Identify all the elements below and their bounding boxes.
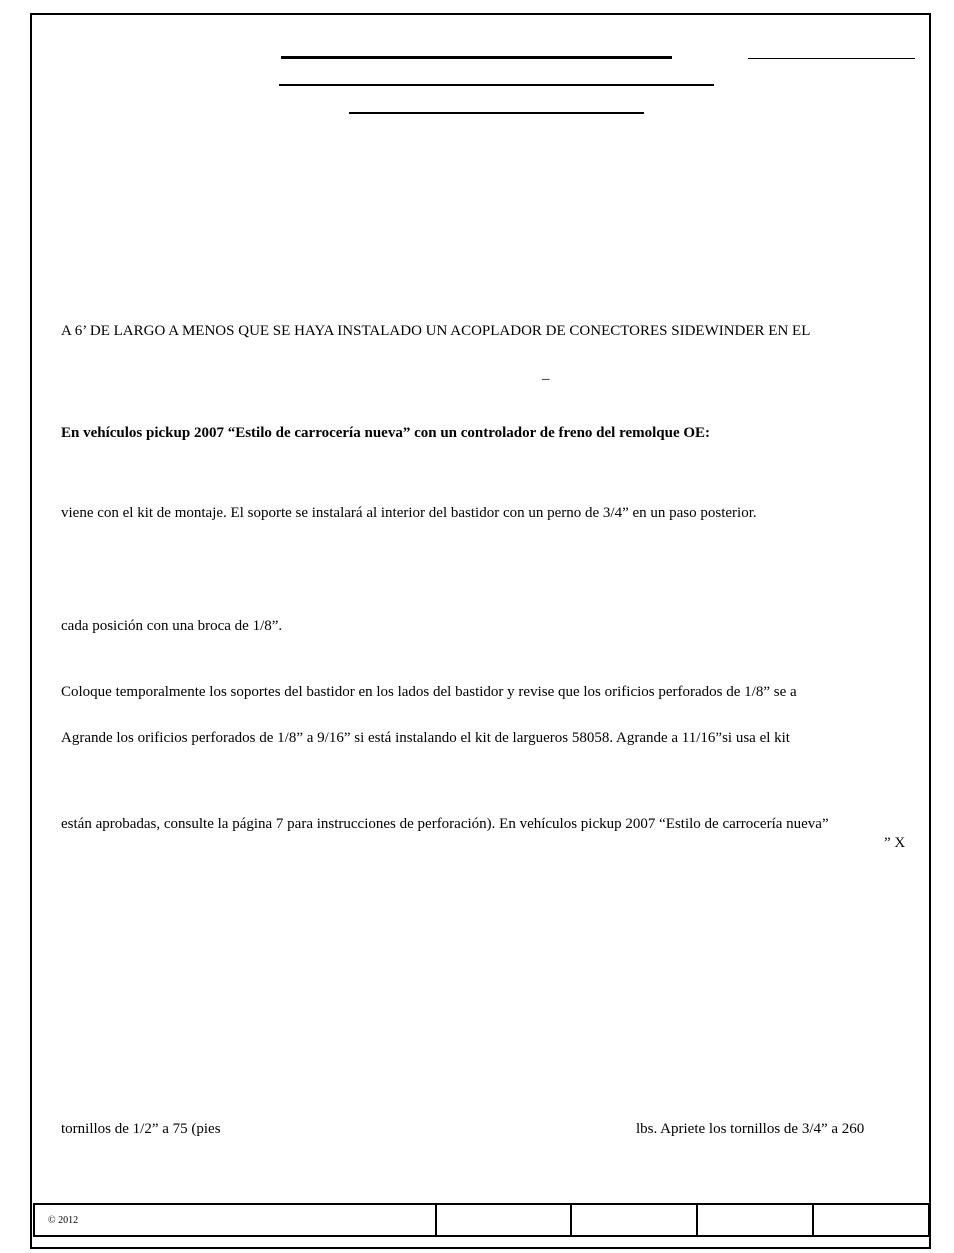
body-line-9: tornillos de 1/2” a 75 (pies	[61, 1121, 221, 1137]
footer-cell-3	[698, 1205, 814, 1235]
title-rule-1	[281, 56, 672, 59]
footer-cell-2	[572, 1205, 698, 1235]
footer-cell-4	[814, 1205, 928, 1235]
footer-cell-1	[437, 1205, 572, 1235]
part-number-rule	[748, 58, 915, 59]
title-rule-3	[349, 112, 644, 114]
body-line-5: Coloque temporalmente los soportes del bastidor en los lados del bastidor y revise que los orificios perforados de 1/8” se a	[61, 684, 797, 700]
body-line-dash: –	[542, 371, 550, 387]
body-line-6: Agrande los orificios perforados de 1/8” a 9/16” si está instalando el kit de largueros 58058. Agrande a 11/16”si usa el kit	[61, 730, 790, 746]
footer-table	[33, 1203, 930, 1237]
body-line-8: ” X	[884, 835, 906, 851]
body-line-10: lbs. Apriete los tornillos de 3/4” a 260	[636, 1121, 865, 1137]
title-rule-2	[279, 84, 714, 86]
body-line-1: A 6’ DE LARGO A MENOS QUE SE HAYA INSTALADO UN ACOPLADOR DE CONECTORES SIDEWINDER EN EL	[61, 323, 811, 339]
footer-copyright: © 2012	[35, 1205, 437, 1235]
body-line-7: están aprobadas, consulte la página 7 para instrucciones de perforación). En vehículos pickup 2007 “Estilo de carrocería nueva”	[61, 816, 829, 832]
body-line-4: cada posición con una broca de 1/8”.	[61, 618, 283, 634]
section-heading: En vehículos pickup 2007 “Estilo de carrocería nueva” con un controlador de freno del remolque OE:	[61, 425, 711, 441]
body-line-3: viene con el kit de montaje. El soporte se instalará al interior del bastidor con un perno de 3/4” en un paso posterior.	[61, 505, 757, 521]
